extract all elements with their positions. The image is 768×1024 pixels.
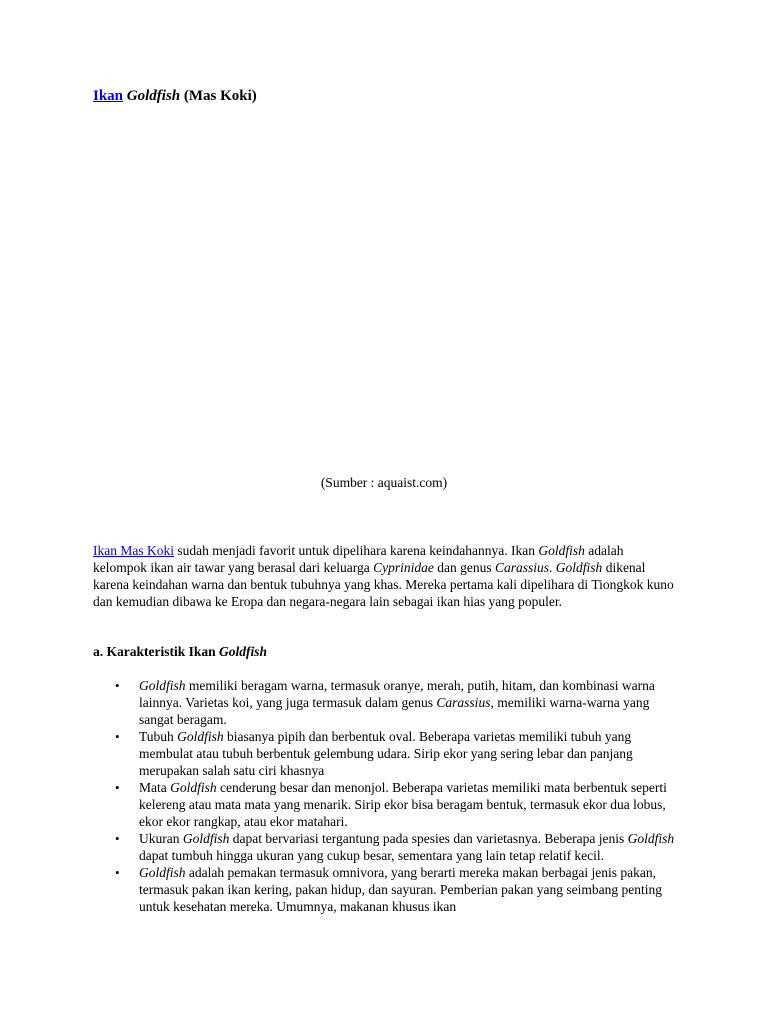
list-item-text: dapat bervariasi tergantung pada spesies dan varietasnya. Beberapa jenis bbox=[229, 831, 628, 846]
bullet-icon: • bbox=[115, 831, 120, 846]
list-item-italic: Goldfish bbox=[177, 729, 224, 744]
intro-paragraph bbox=[93, 542, 678, 610]
list-item-italic: Goldfish bbox=[139, 678, 186, 693]
page-title bbox=[93, 88, 257, 105]
list-item bbox=[93, 830, 683, 864]
bullet-icon: • bbox=[115, 865, 120, 880]
title-link-ikan[interactable]: Ikan bbox=[93, 88, 124, 104]
image-placeholder bbox=[93, 120, 678, 460]
list-item-text: memiliki beragam warna, termasuk oranye, merah, putih, hitam, dan kombinasi warna lainnya. Varietas koi, yang juga termasuk dalam genus bbox=[139, 678, 655, 710]
list-item-text: dapat tumbuh hingga ukuran yang cukup besar, sementara yang lain tetap relatif kecil. bbox=[139, 848, 605, 863]
intro-italic: Cyprinidae bbox=[373, 560, 434, 575]
bullet-icon: • bbox=[115, 678, 120, 693]
list-item-text: adalah pemakan termasuk omnivora, yang berarti mereka makan berbagai jenis pakan, termasuk pakan ikan kering, pakan hidup, dan sayuran. Pemberian pakan yang seimbang penting untuk kesehatan mereka. Umumnya, makanan khusus ikan bbox=[139, 865, 662, 914]
section-heading bbox=[93, 643, 267, 660]
intro-italic: Goldfish bbox=[538, 543, 585, 558]
list-item bbox=[93, 779, 683, 830]
list-item-text: biasanya pipih dan berbentuk oval. Beberapa varietas memiliki tubuh yang membulat atau tubuh berbentuk gelembung udara. Sirip ekor yang sering lebar dan panjang merupakan salah satu ciri khasnya bbox=[139, 729, 633, 778]
intro-italic: Goldfish bbox=[555, 560, 603, 575]
characteristics-list bbox=[93, 677, 683, 915]
list-item-italic: Goldfish bbox=[627, 831, 675, 846]
title-italic-goldfish: Goldfish bbox=[126, 88, 181, 104]
bullet-icon: • bbox=[115, 780, 120, 795]
section-heading-text: a. Karakteristik Ikan bbox=[93, 644, 220, 659]
section-heading-italic: Goldfish bbox=[219, 644, 268, 659]
list-item-text: Ukuran bbox=[139, 831, 183, 846]
intro-text: dan genus bbox=[433, 560, 496, 575]
title-rest: (Mas Koki) bbox=[180, 88, 257, 104]
intro-italic: Carassius bbox=[495, 560, 550, 575]
intro-link-ikan-mas-koki[interactable]: Ikan Mas Koki bbox=[93, 543, 174, 558]
intro-text: adalah kelompok ikan air tawar yang berasal dari keluarga bbox=[93, 543, 624, 575]
list-item-italic: Goldfish bbox=[139, 865, 186, 880]
list-item-text: , memiliki warna-warna yang sangat beragam. bbox=[139, 695, 650, 727]
list-item-text: Mata bbox=[139, 780, 171, 795]
list-item-italic: Carassius bbox=[436, 695, 491, 710]
intro-text: sudah menjadi favorit untuk dipelihara karena keindahannya. Ikan bbox=[174, 543, 539, 558]
list-item-italic: Goldfish bbox=[182, 831, 230, 846]
list-item-text: cenderung besar dan menonjol. Beberapa varietas memiliki mata berbentuk seperti kelereng atau mata mata yang menarik. Sirip ekor bisa beragam bentuk, termasuk ekor dua lobus, ekor ekor rangkap, atau ekor matahari. bbox=[139, 780, 667, 829]
image-caption: (Sumber : aquaist.com) bbox=[320, 475, 448, 490]
list-item bbox=[93, 677, 683, 728]
list-item-text: Tubuh bbox=[139, 729, 178, 744]
intro-text: . bbox=[549, 560, 556, 575]
list-item bbox=[93, 728, 683, 779]
list-item-italic: Goldfish bbox=[170, 780, 217, 795]
list-item bbox=[93, 864, 683, 915]
intro-text: dikenal karena keindahan warna dan bentuk tubuhnya yang khas. Mereka pertama kali dipelihara di Tiongkok kuno dan kemudian dibawa ke Eropa dan negara-negara lain sebagai ikan hias yang populer. bbox=[93, 560, 674, 609]
bullet-icon: • bbox=[115, 729, 120, 744]
